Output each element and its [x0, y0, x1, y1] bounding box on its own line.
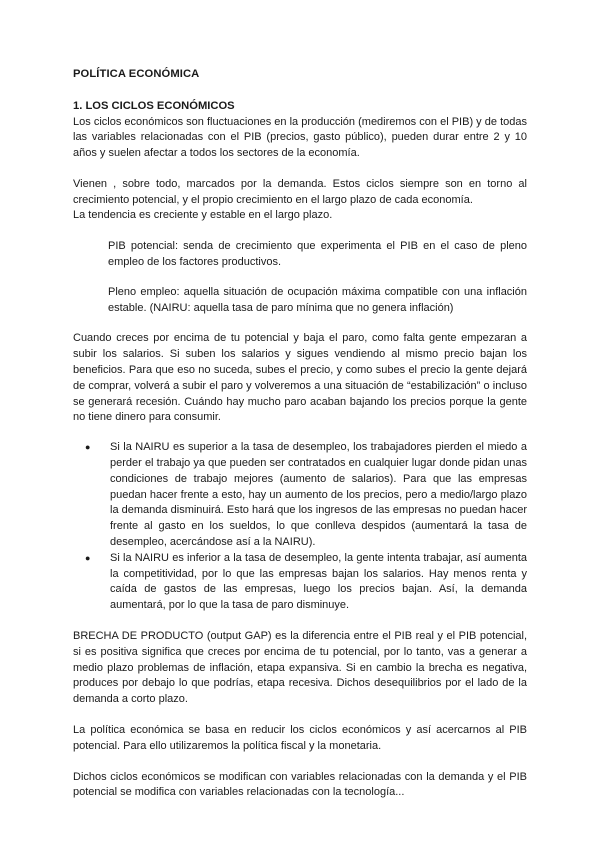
bullet-icon: ●	[85, 442, 91, 453]
paragraph-economic-policy: La política económica se basa en reducir los ciclos económicos y así acercarnos al PIB potencial. Para ello utilizaremos la política fiscal y la monetaria.	[73, 724, 527, 752]
nairu-bullet-list	[73, 440, 527, 614]
paragraph-trend: La tendencia es creciente y estable en el largo plazo.	[73, 209, 333, 222]
paragraph-output-gap: BRECHA DE PRODUCTO (output GAP) es la diferencia entre el PIB real y el PIB potencial, si es positiva significa que creces por encima de tu potencial, por lo tanto, vas a generar a medio plazo problemas de inflación, etapa expansiva. Si en cambio la brecha es negativa, produces por debajo lo que podrías, etapa recesiva. Dichos desequilibrios por el lado de la demanda a corto plazo.	[73, 630, 527, 706]
definition-pib-potencial: PIB potencial: senda de crecimiento que experimenta el PIB en el caso de pleno empleo de los factores productivos.	[108, 240, 527, 269]
paragraph-growth-above-potential: Cuando creces por encima de tu potencial y baja el paro, como falta gente empezaran a subir los salarios. Si suben los salarios y sigues vendiendo al mismo precio bajan los beneficios. Para que eso no suceda, subes el precio, y como subes el precio la gente dejará de comprar, volverá a subir el paro y volveremos a una situación de “estabilización” o incluso se generará recesión. Cuándo hay mucho paro acaban bajando los precios porque la gente no tiene dinero para consumir.	[73, 332, 527, 424]
definition-pleno-empleo: Pleno empleo: aquella situación de ocupación máxima compatible con una inflación estable. (NAIRU: aquella tasa de paro mínima que no genera inflación)	[108, 285, 527, 314]
paragraph-definition-cycles: Los ciclos económicos son fluctuaciones en la producción (mediremos con el PIB) y de todas las variables relacionadas con el PIB (precios, gasto público), pueden durar entre 2 y 10 años y suelen afectar a todos los sectores de la economía.	[73, 115, 527, 160]
section-heading: 1. LOS CICLOS ECONÓMICOS	[73, 100, 235, 112]
document-title: POLÍTICA ECONÓMICA	[73, 68, 200, 80]
list-item: ● Si la NAIRU es inferior a la tasa de desempleo, la gente intenta trabajar, así aumenta la competitividad, por lo que las empresas bajan los salarios. Hay menos renta y caída de gastos de las empresas, luego los precios bajan. Así, la demanda aumentará, por lo que la tasa de paro disminuye.	[85, 551, 527, 612]
paragraph-demand: Vienen , sobre todo, marcados por la demanda. Estos ciclos siempre son en torno al crecimiento potencial, y el propio crecimiento en el largo plazo de cada economía.	[73, 177, 527, 206]
bullet-icon: ●	[85, 552, 91, 563]
list-item: ● Si la NAIRU es superior a la tasa de desempleo, los trabajadores pierden el miedo a perder el trabajo ya que pueden ser contratados en cualquier lugar donde pidan unas condiciones de trabajo mejores (aumento de salarios). Para que las empresas puedan hacer frente a esto, hay un aumento de los precios, pero a medio/largo plazo la demanda disminuirá. Esto hará que los ingresos de las empresas no puedan hacer frente al gasto en los sueldos, lo que conlleva despidos (aumentará la tasa de desempleo, acercándose así a la NAIRU).	[85, 441, 527, 549]
paragraph-cycles-modification: Dichos ciclos económicos se modifican con variables relacionadas con la demanda y el PIB potencial se modifica con variables relacionadas con la tecnología...	[73, 770, 527, 799]
